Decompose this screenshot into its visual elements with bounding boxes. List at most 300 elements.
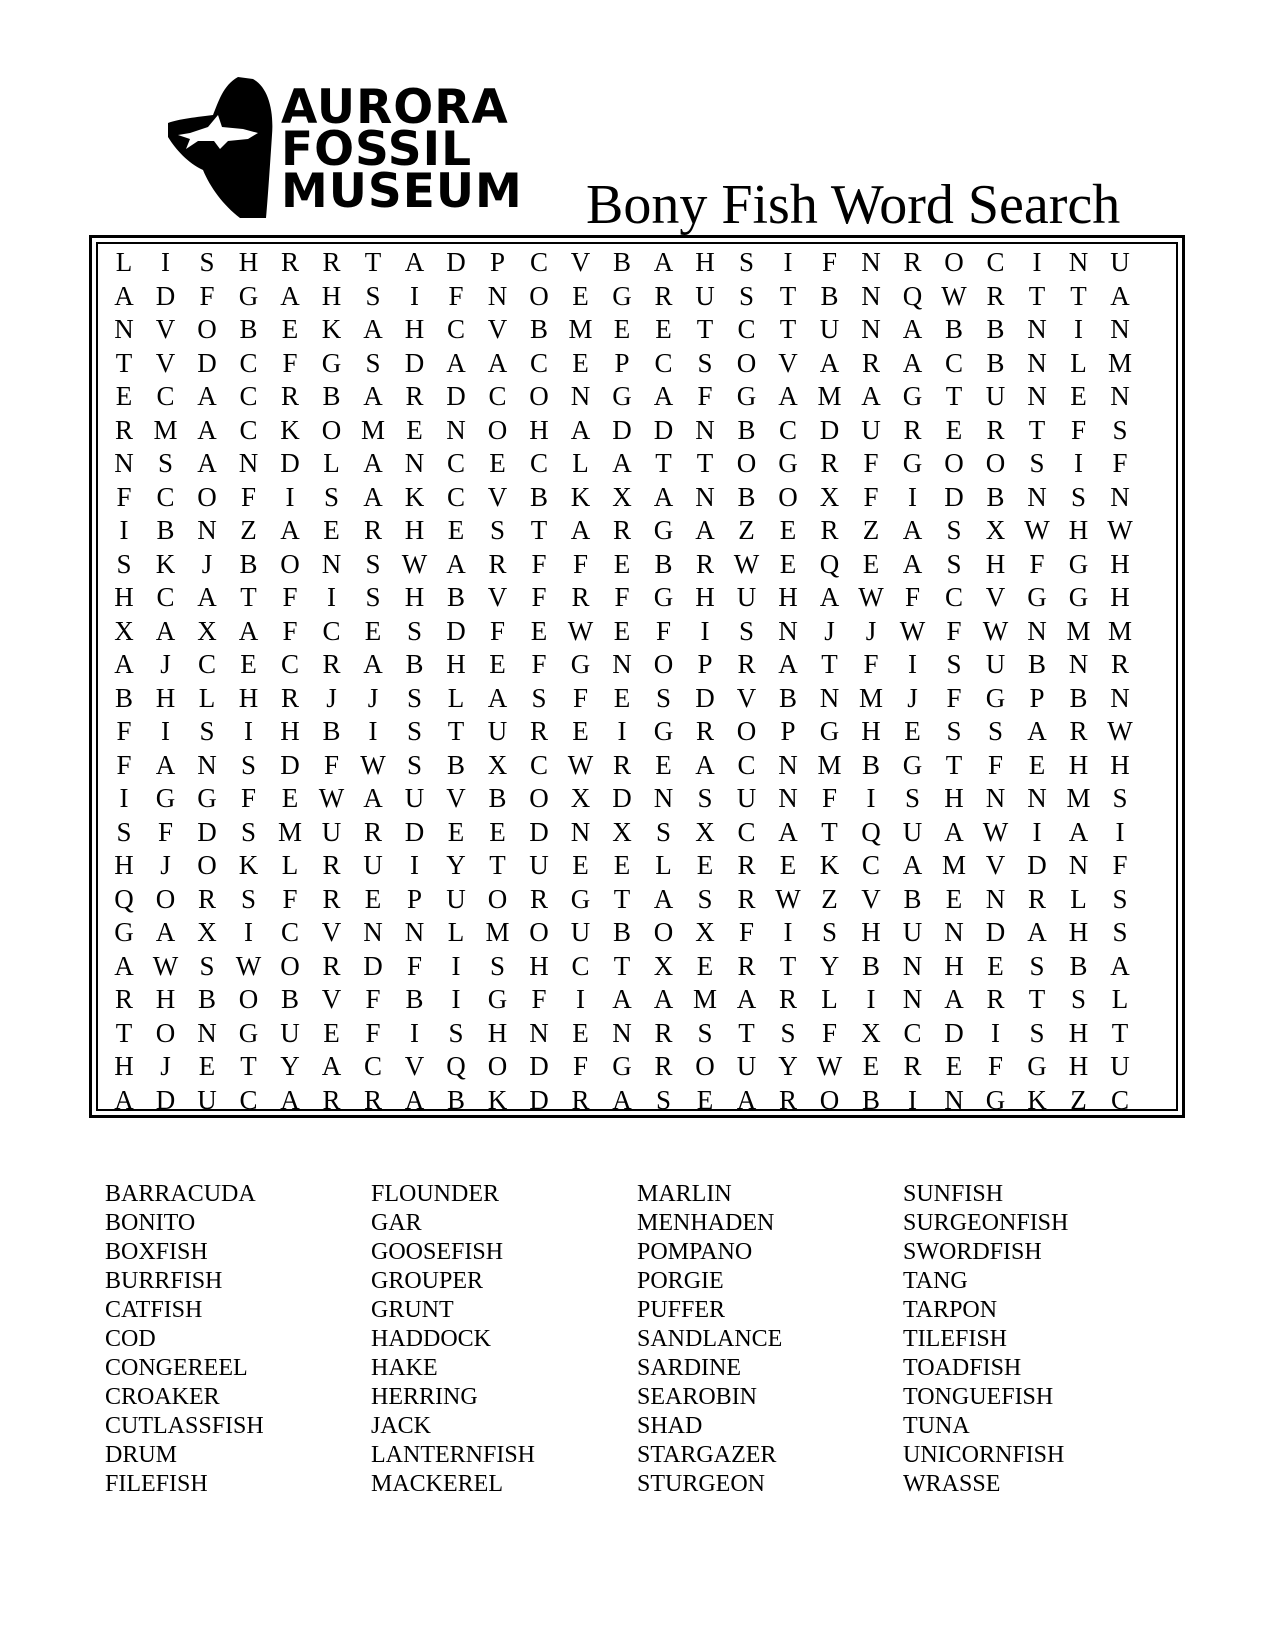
grid-letter: E: [489, 649, 506, 679]
grid-letter: N: [321, 548, 342, 579]
grid-letter: E: [613, 850, 631, 880]
grid-letter: C: [239, 414, 258, 445]
grid-letter: D: [280, 749, 300, 780]
grid-letter: H: [1068, 917, 1089, 947]
grid-letter: V: [155, 314, 176, 344]
grid-letter: C: [280, 917, 299, 947]
word-list-item: WRASSE: [903, 1471, 1001, 1497]
grid-letter: U: [280, 1017, 300, 1048]
grid-letter: S: [1112, 783, 1128, 813]
grid-letter: H: [1110, 548, 1130, 579]
grid-letter: A: [321, 1051, 342, 1081]
grid-letter: H: [529, 950, 549, 981]
grid-letter: S: [697, 783, 713, 813]
grid-letter: G: [321, 347, 342, 378]
grid-letter: A: [363, 481, 383, 512]
grid-letter: V: [736, 682, 757, 713]
grid-letter: A: [155, 917, 176, 947]
grid-letter: E: [572, 280, 589, 311]
grid-letter: R: [363, 1084, 382, 1115]
grid-letter: R: [612, 515, 631, 545]
grid-letter: A: [653, 984, 674, 1014]
grid-letter: A: [612, 984, 632, 1014]
grid-letter: X: [985, 515, 1006, 545]
grid-letter: F: [116, 716, 132, 746]
grid-letter: T: [738, 1017, 755, 1048]
word-list-item: BURRFISH: [105, 1268, 223, 1294]
grid-letter: N: [570, 381, 591, 411]
grid-letter: A: [653, 883, 674, 914]
grid-letter: R: [280, 247, 299, 277]
grid-letter: M: [360, 414, 385, 445]
grid-letter: I: [700, 615, 710, 646]
grid-letter: W: [858, 582, 884, 612]
grid-letter: R: [363, 816, 382, 847]
grid-letter: X: [570, 783, 591, 813]
logo-line-museum: MUSEUM: [281, 164, 523, 219]
grid-letter: U: [570, 917, 591, 947]
grid-letter: R: [861, 347, 880, 378]
grid-letter: E: [281, 314, 299, 344]
grid-letter: X: [695, 816, 715, 847]
grid-letter: P: [614, 347, 630, 378]
grid-letter: T: [779, 950, 797, 981]
grid-letter: A: [570, 515, 591, 545]
grid-letter: K: [155, 548, 176, 579]
grid-letter: O: [155, 883, 176, 914]
grid-letter: T: [945, 381, 963, 411]
grid-letter: J: [160, 1051, 171, 1081]
grid-letter: A: [612, 448, 632, 478]
grid-letter: S: [199, 716, 215, 746]
grid-letter: R: [778, 1084, 797, 1115]
grid-letter: O: [197, 481, 217, 512]
grid-letter: O: [944, 247, 964, 277]
word-list-item: TANG: [903, 1268, 968, 1294]
grid-letter: E: [530, 615, 548, 646]
grid-letter: I: [1115, 816, 1125, 847]
grid-letter: A: [819, 347, 840, 378]
grid-letter: F: [863, 649, 879, 679]
grid-letter: B: [405, 984, 424, 1014]
grid-letter: I: [1032, 247, 1042, 277]
grid-letter: S: [406, 749, 423, 780]
grid-letter: N: [238, 448, 259, 478]
grid-letter: D: [612, 414, 632, 445]
grid-letter: A: [197, 448, 217, 478]
grid-letter: H: [321, 280, 342, 311]
grid-letter: T: [1028, 280, 1046, 311]
grid-letter: S: [738, 615, 755, 646]
grid-letter: G: [570, 883, 591, 914]
grid-letter: G: [653, 515, 674, 545]
grid-letter: R: [405, 381, 424, 411]
grid-letter: E: [945, 883, 963, 914]
grid-letter: W: [567, 749, 594, 780]
grid-letter: T: [1111, 1017, 1129, 1048]
page-title: Bony Fish Word Search: [586, 174, 1121, 236]
grid-letter: V: [404, 1051, 425, 1081]
grid-letter: T: [613, 883, 631, 914]
grid-letter: U: [487, 716, 508, 746]
grid-letter: H: [280, 716, 300, 746]
grid-letter: B: [820, 280, 839, 311]
grid-letter: W: [982, 615, 1009, 646]
grid-letter: C: [571, 950, 590, 981]
grid-letter: D: [529, 1084, 549, 1115]
grid-letter: C: [529, 347, 548, 378]
grid-letter: R: [322, 950, 341, 981]
grid-letter: R: [280, 381, 299, 411]
grid-letter: A: [114, 280, 134, 311]
grid-letter: O: [653, 917, 674, 947]
grid-letter: J: [326, 682, 337, 713]
grid-letter: V: [985, 582, 1006, 612]
grid-letter: L: [447, 682, 465, 713]
grid-letter: N: [363, 917, 383, 947]
grid-letter: A: [778, 816, 798, 847]
grid-letter: H: [238, 682, 259, 713]
grid-letter: S: [448, 1017, 464, 1048]
grid-letter: R: [820, 515, 839, 545]
grid-letter: S: [1029, 1017, 1045, 1048]
grid-letter: O: [736, 716, 757, 746]
grid-letter: O: [238, 984, 259, 1014]
grid-letter: F: [697, 381, 713, 411]
grid-letter: O: [944, 448, 964, 478]
grid-letter: S: [365, 347, 381, 378]
grid-letter: S: [946, 515, 962, 545]
grid-letter: A: [238, 615, 259, 646]
grid-letter: H: [944, 950, 964, 981]
grid-letter: F: [531, 649, 547, 679]
grid-letter: Y: [778, 1051, 798, 1081]
grid-letter: S: [240, 816, 257, 847]
grid-letter: M: [817, 381, 842, 411]
grid-letter: R: [737, 950, 756, 981]
word-list: [105, 1180, 1185, 1500]
grid-letter: B: [654, 548, 673, 579]
grid-letter: A: [653, 381, 674, 411]
grid-letter: S: [531, 682, 547, 713]
grid-letter: H: [861, 716, 881, 746]
grid-letter: G: [1068, 582, 1089, 612]
grid-letter: S: [697, 347, 713, 378]
grid-letter: F: [738, 917, 755, 947]
grid-letter: D: [197, 347, 217, 378]
grid-letter: C: [529, 448, 548, 478]
grid-letter: W: [941, 280, 967, 311]
grid-letter: G: [653, 582, 674, 612]
grid-letter: N: [487, 280, 508, 311]
grid-letter: A: [902, 314, 923, 344]
grid-letter: N: [1027, 615, 1047, 646]
grid-letter: N: [570, 816, 591, 847]
grid-letter: I: [866, 984, 876, 1014]
grid-letter: F: [199, 280, 215, 311]
grid-letter: L: [198, 682, 216, 713]
grid-letter: I: [991, 1017, 1000, 1048]
grid-letter: W: [1107, 716, 1133, 746]
grid-letter: H: [114, 850, 134, 880]
grid-letter: E: [655, 314, 672, 344]
grid-letter: R: [1110, 649, 1129, 679]
grid-letter: B: [322, 381, 341, 411]
grid-letter: S: [946, 548, 962, 579]
grid-letter: S: [240, 749, 257, 780]
grid-letter: S: [697, 883, 713, 914]
grid-letter: A: [736, 984, 757, 1014]
grid-letter: E: [323, 515, 340, 545]
word-list-item: JACK: [371, 1413, 432, 1439]
word-list-item: SANDLANCE: [637, 1326, 783, 1352]
grid-letter: H: [985, 548, 1006, 579]
grid-letter: T: [447, 716, 465, 746]
grid-letter: O: [197, 850, 217, 880]
grid-letter: G: [487, 984, 508, 1014]
word-list-item: PORGIE: [637, 1268, 724, 1294]
grid-letter: B: [280, 984, 299, 1014]
grid-letter: N: [985, 883, 1006, 914]
grid-letter: G: [1068, 548, 1089, 579]
grid-letter: C: [778, 414, 797, 445]
grid-letter: R: [322, 883, 341, 914]
grid-letter: Q: [446, 1051, 466, 1081]
grid-letter: B: [488, 783, 507, 813]
grid-letter: R: [322, 247, 341, 277]
grid-letter: W: [360, 749, 386, 780]
grid-letter: M: [941, 850, 966, 880]
word-list-item: SURGEONFISH: [903, 1210, 1069, 1236]
grid-letter: I: [410, 280, 419, 311]
grid-letter: K: [1027, 1084, 1047, 1115]
grid-letter: T: [1028, 414, 1046, 445]
grid-letter: T: [779, 314, 797, 344]
grid-letter: N: [778, 615, 798, 646]
grid-letter: T: [489, 850, 506, 880]
grid-letter: U: [819, 314, 840, 344]
grid-letter: F: [572, 548, 589, 579]
grid-letter: I: [908, 649, 917, 679]
word-list-item: COD: [105, 1326, 156, 1352]
grid-letter: S: [199, 247, 215, 277]
grid-letter: S: [1112, 917, 1128, 947]
grid-letter: M: [692, 984, 717, 1014]
grid-letter: J: [201, 548, 213, 579]
grid-letter: I: [119, 515, 129, 545]
grid-letter: R: [654, 1051, 673, 1081]
grid-letter: G: [653, 716, 674, 746]
grid-letter: Q: [861, 816, 881, 847]
grid-letter: B: [986, 314, 1005, 344]
grid-letter: G: [819, 716, 840, 746]
grid-letter: V: [155, 347, 176, 378]
grid-letter: G: [736, 381, 757, 411]
grid-letter: K: [487, 1084, 508, 1115]
grid-letter: A: [1068, 816, 1089, 847]
grid-letter: G: [985, 1084, 1006, 1115]
grid-letter: W: [982, 816, 1009, 847]
grid-letter: T: [240, 1051, 257, 1081]
word-list-item: CUTLASSFISH: [105, 1413, 264, 1439]
grid-letter: F: [531, 582, 547, 612]
grid-letter: W: [775, 883, 801, 914]
grid-letter: W: [567, 615, 594, 646]
grid-letter: A: [363, 314, 383, 344]
word-list-item: MACKEREL: [371, 1471, 503, 1497]
grid-letter: K: [404, 481, 425, 512]
grid-letter: B: [529, 314, 548, 344]
grid-letter: B: [529, 481, 548, 512]
museum-logo: [168, 75, 523, 220]
grid-letter: F: [282, 883, 298, 914]
grid-letter: F: [572, 682, 589, 713]
grid-letter: R: [280, 682, 299, 713]
grid-letter: F: [240, 481, 257, 512]
logo-line-aurora: AURORA: [281, 80, 509, 135]
grid-letter: S: [406, 682, 423, 713]
grid-letter: H: [487, 1017, 508, 1048]
grid-letter: G: [238, 280, 259, 311]
grid-letter: E: [945, 1051, 963, 1081]
grid-letter: J: [160, 850, 171, 880]
grid-letter: N: [1110, 314, 1130, 344]
grid-letter: L: [323, 448, 340, 478]
grid-letter: S: [323, 481, 340, 512]
grid-letter: D: [819, 414, 840, 445]
grid-letter: N: [197, 515, 217, 545]
grid-letter: D: [944, 1017, 964, 1048]
grid-letter: D: [446, 615, 466, 646]
grid-letter: R: [903, 414, 922, 445]
grid-letter: B: [861, 1084, 880, 1115]
grid-letter: O: [197, 314, 217, 344]
grid-letter: U: [736, 1051, 757, 1081]
grid-letter: N: [902, 950, 923, 981]
grid-letter: I: [783, 247, 793, 277]
grid-letter: C: [737, 816, 756, 847]
grid-letter: N: [778, 783, 798, 813]
grid-letter: A: [902, 515, 923, 545]
grid-letter: C: [446, 448, 465, 478]
grid-letter: E: [489, 448, 506, 478]
grid-letter: G: [155, 783, 176, 813]
grid-letter: F: [282, 582, 298, 612]
grid-letter: A: [944, 984, 964, 1014]
grid-letter: E: [323, 1017, 340, 1048]
grid-letter: F: [821, 247, 838, 277]
grid-letter: A: [114, 1084, 134, 1115]
grid-letter: R: [695, 548, 714, 579]
grid-letter: S: [1070, 984, 1087, 1014]
grid-letter: E: [447, 515, 465, 545]
grid-letter: A: [944, 816, 964, 847]
grid-letter: R: [903, 1051, 922, 1081]
grid-letter: A: [114, 649, 134, 679]
grid-letter: O: [819, 1084, 840, 1115]
grid-letter: E: [613, 682, 631, 713]
grid-letter: H: [155, 682, 176, 713]
grid-letter: E: [613, 548, 631, 579]
grid-letter: L: [447, 917, 465, 947]
grid-letter: T: [240, 582, 257, 612]
grid-letter: P: [489, 247, 506, 277]
grid-letter: W: [152, 950, 179, 981]
grid-letter: H: [529, 414, 549, 445]
grid-letter: T: [115, 1017, 133, 1048]
grid-letter: Z: [738, 515, 755, 545]
grid-letter: Q: [819, 548, 840, 579]
word-list-item: HAKE: [371, 1355, 438, 1381]
grid-letter: N: [114, 448, 134, 478]
grid-letter: C: [156, 582, 175, 612]
grid-letter: C: [156, 481, 175, 512]
grid-letter: H: [695, 582, 715, 612]
grid-letter: C: [529, 247, 548, 277]
grid-letter: B: [778, 682, 797, 713]
grid-letter: G: [114, 917, 134, 947]
grid-letter: V: [446, 783, 466, 813]
grid-letter: N: [197, 749, 217, 780]
grid-letter: A: [155, 749, 176, 780]
grid-letter: C: [944, 582, 963, 612]
grid-letter: F: [531, 548, 547, 579]
grid-letter: N: [944, 1084, 964, 1115]
grid-letter: T: [821, 649, 838, 679]
grid-letter: U: [736, 582, 757, 612]
word-list-column-3: [637, 1180, 917, 1499]
grid-letter: N: [1110, 381, 1130, 411]
grid-letter: N: [612, 649, 632, 679]
grid-letter: S: [116, 548, 132, 579]
grid-letter: E: [447, 816, 465, 847]
grid-letter: R: [1027, 883, 1046, 914]
grid-letter: R: [322, 850, 341, 880]
grid-letter: M: [153, 414, 178, 445]
grid-letter: I: [285, 481, 295, 512]
grid-letter: C: [363, 1051, 382, 1081]
grid-letter: A: [363, 448, 383, 478]
grid-letter: I: [161, 247, 170, 277]
grid-letter: S: [655, 682, 672, 713]
word-list-item: SUNFISH: [903, 1181, 1004, 1207]
grid-letter: A: [197, 381, 217, 411]
grid-letter: N: [695, 414, 715, 445]
grid-letter: F: [489, 615, 506, 646]
grid-letter: S: [365, 280, 381, 311]
grid-letter: I: [617, 716, 627, 746]
grid-letter: C: [944, 347, 963, 378]
grid-letter: N: [404, 917, 425, 947]
word-list-item: GRUNT: [371, 1297, 454, 1323]
grid-letter: C: [239, 1084, 258, 1115]
grid-letter: H: [404, 582, 425, 612]
grid-letter: H: [114, 582, 134, 612]
grid-letter: E: [655, 749, 672, 780]
grid-letter: T: [655, 448, 672, 478]
grid-letter: O: [487, 414, 508, 445]
grid-letter: A: [363, 649, 383, 679]
grid-letter: R: [903, 247, 922, 277]
grid-letter: O: [529, 917, 549, 947]
grid-letter: A: [861, 381, 881, 411]
grid-letter: B: [1069, 682, 1088, 713]
grid-letter: S: [655, 1084, 672, 1115]
grid-letter: E: [779, 548, 797, 579]
grid-letter: A: [114, 950, 134, 981]
grid-letter: C: [861, 850, 880, 880]
grid-letter: S: [199, 950, 215, 981]
